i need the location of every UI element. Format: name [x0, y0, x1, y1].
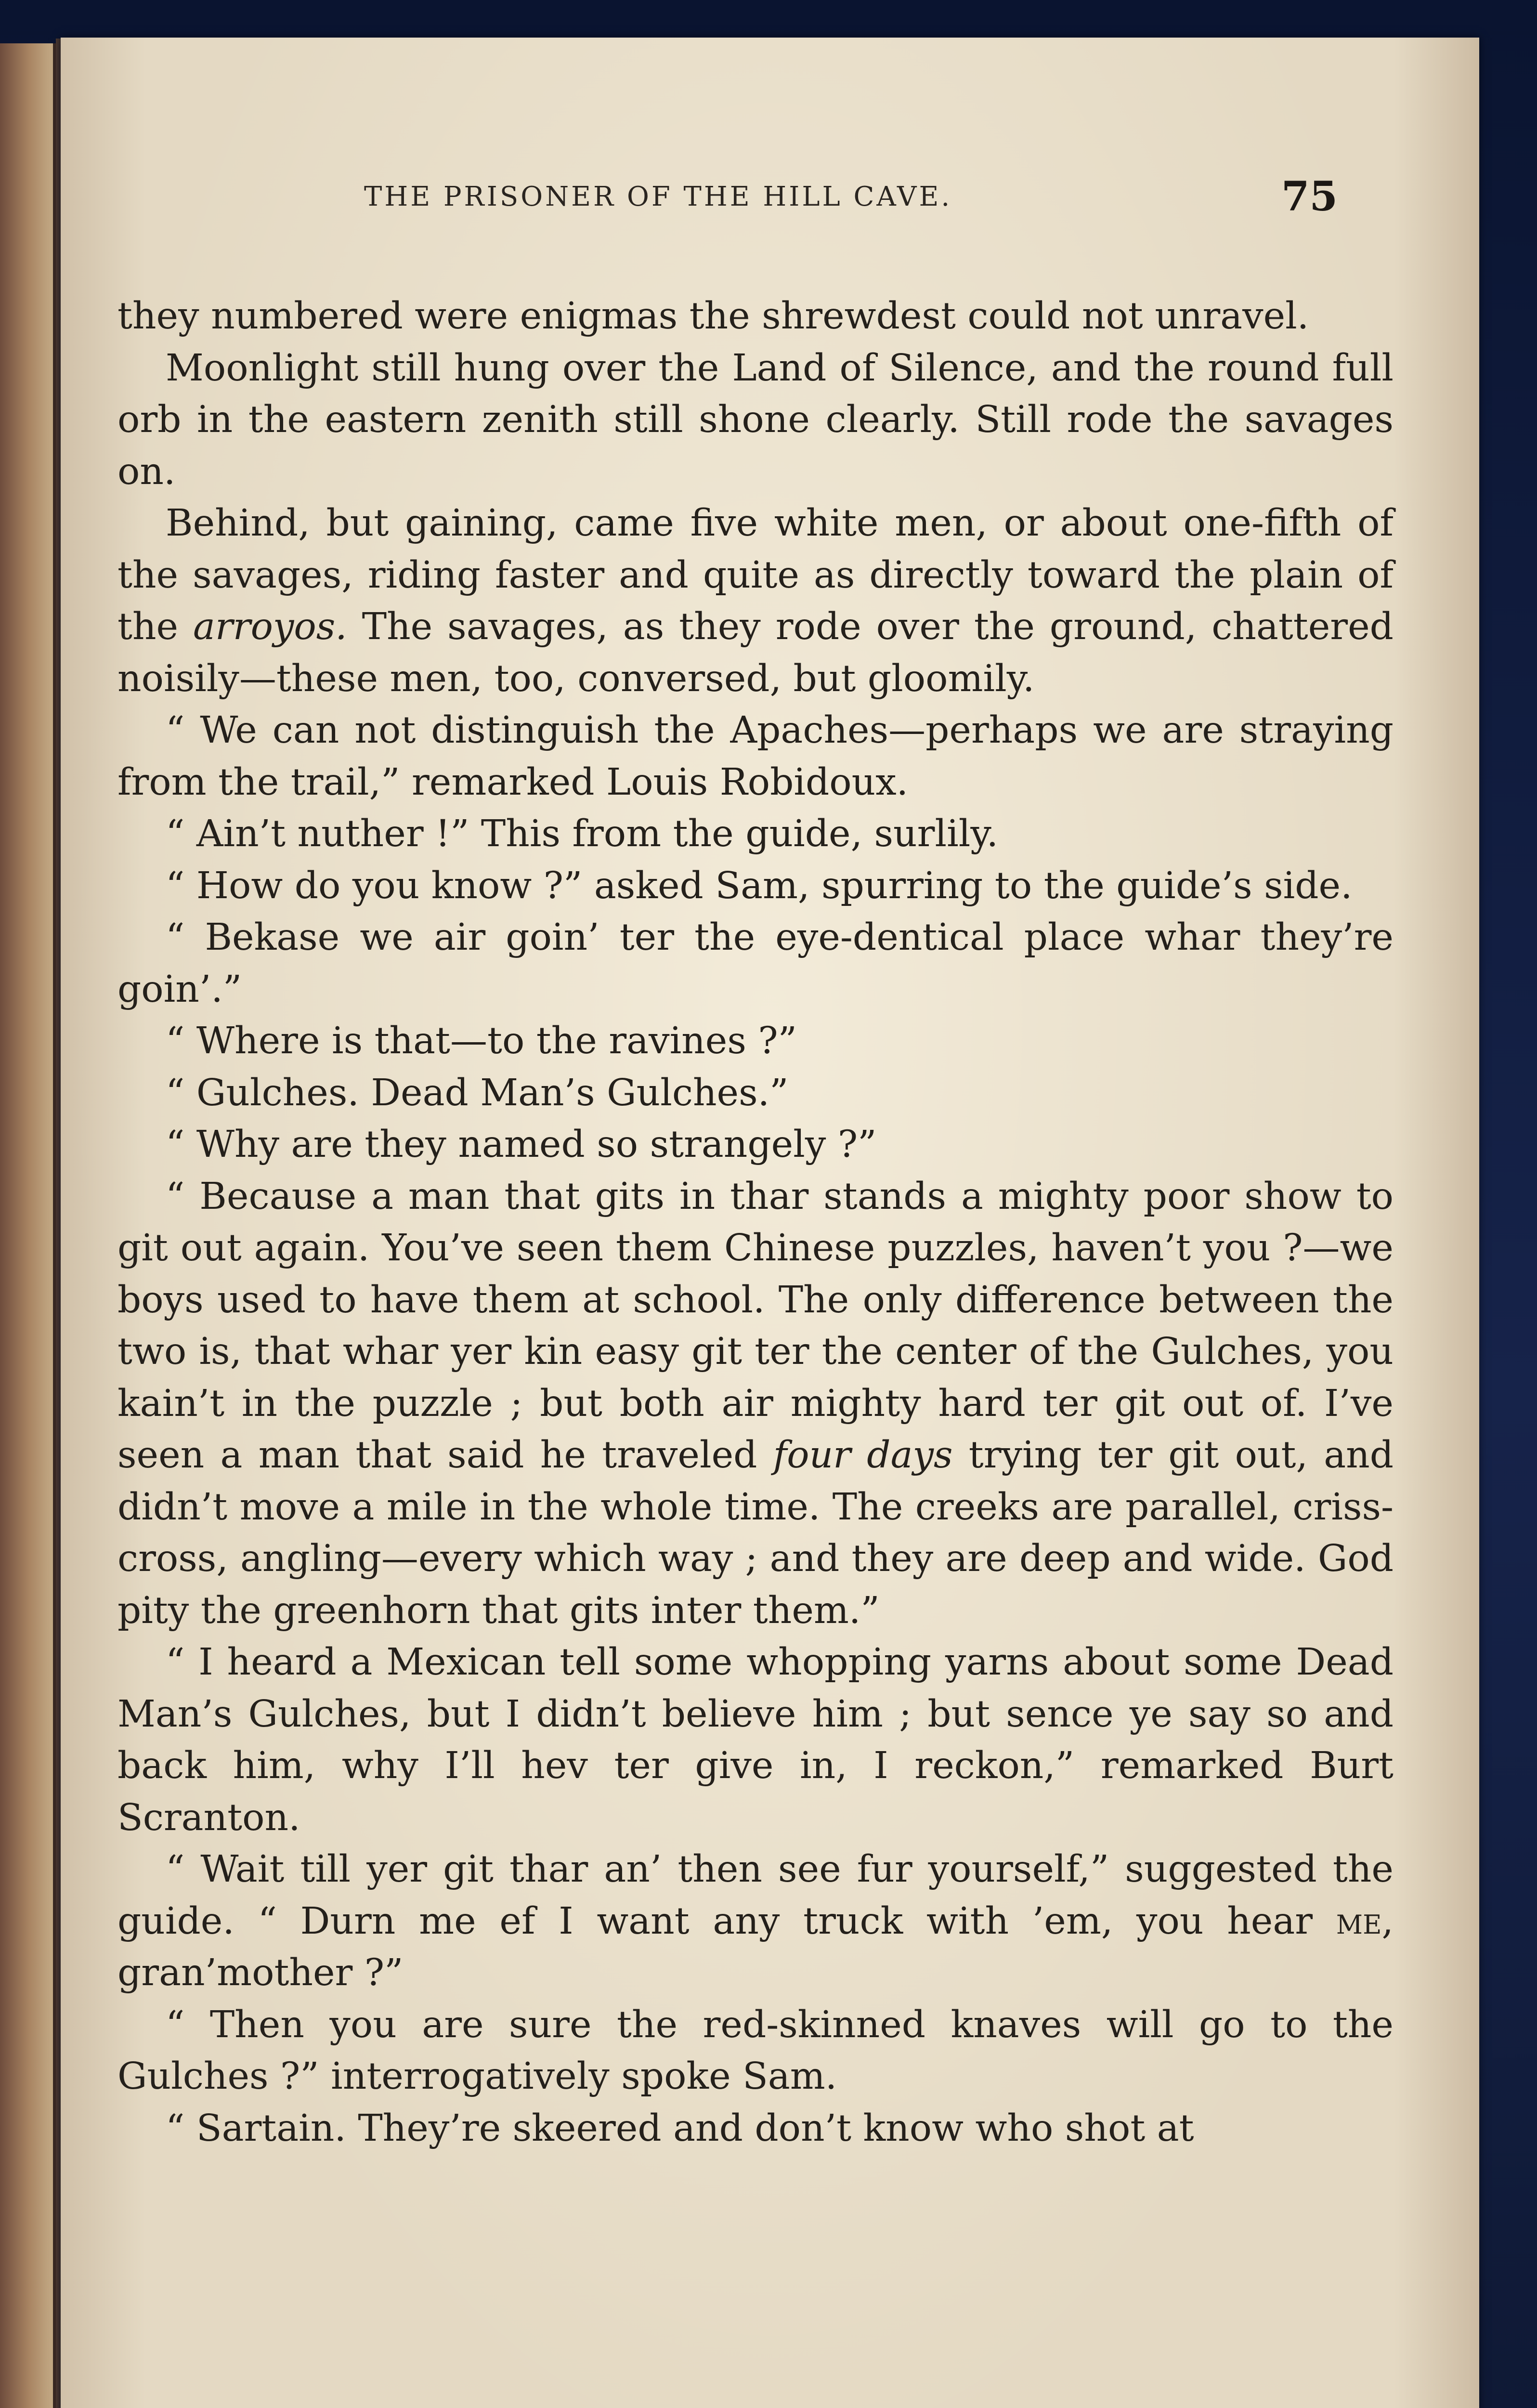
paragraph-text: “ Wait till yer git thar an’ then see fur yourself,” suggested the guide. “ Durn me ef I want any truck with ’em, you hear: [117, 1848, 1394, 1943]
paragraph-text: “ Because a man that gits in thar stands a mighty poor show to git out again. You’ve seen them Chinese puzzles, haven’t you ?—we boys used to have them at school. The only difference between the two is, that whar yer kin easy git ter the center of the Gulches, you kain’t in the puzzle ; but both air mighty hard ter git out of. I’ve seen a man that said he traveled: [117, 1175, 1394, 1477]
paragraph-text: “ Sartain. They’re skeered and don’t know who shot at: [166, 2107, 1194, 2150]
paragraph-text: “ Where is that—to the ravines ?”: [166, 1020, 797, 1062]
paragraph-text: Moonlight still hung over the Land of Silence, and the round full orb in the eastern zenith still shone clearly. Still rode the savages on.: [117, 346, 1394, 493]
paragraph-text: Behind, but gaining, came five white men, or about one-fifth of the savages, riding faster and quite as directly toward the plain of the: [117, 502, 1394, 648]
paragraph: [117, 1844, 1394, 1999]
running-title: THE PRISONER OF THE HILL CAVE.: [364, 181, 952, 212]
italic-text: arroyos.: [193, 605, 347, 648]
paragraph: [117, 2103, 1394, 2155]
paragraph: [117, 290, 1394, 342]
page-header: [61, 162, 1479, 220]
paragraph-text: “ Gulches. Dead Man’s Gulches.”: [166, 1071, 789, 1114]
page-number: 75: [1281, 172, 1338, 220]
body-text: [117, 290, 1394, 2154]
paragraph: [117, 1171, 1394, 1637]
paragraph-text: “ Ain’t nuther !” This from the guide, surlily.: [166, 812, 999, 855]
paragraph: [117, 1067, 1394, 1119]
paragraph-text: “ Why are they named so strangely ?”: [166, 1123, 877, 1166]
paragraph-text: , gran’mother ?”: [117, 1899, 1394, 1994]
paragraph-text: they numbered were enigmas the shrewdest could not unravel.: [117, 295, 1309, 338]
paragraph-text: “ Bekase we air goin’ ter the eye-dentical place whar they’re goin’.”: [117, 916, 1394, 1011]
italic-text: four days: [773, 1434, 953, 1477]
small-caps-text: me: [1336, 1899, 1382, 1943]
paragraph: [117, 497, 1394, 705]
paragraph: [117, 342, 1394, 498]
previous-page-edge: [0, 43, 56, 2408]
paragraph: [117, 808, 1394, 860]
paragraph: [117, 860, 1394, 912]
paragraph: [117, 1636, 1394, 1844]
book-page: [61, 38, 1479, 2408]
paragraph-text: “ I heard a Mexican tell some whopping yarns about some Dead Man’s Gulches, but I didn’t believe him ; but sence ye say so and back him, why I’ll hev ter give in, I reckon,” remarked Burt Scranton.: [117, 1641, 1394, 1839]
paragraph-text: “ Then you are sure the red-skinned knaves will go to the Gulches ?” interrogatively spoke Sam.: [117, 2003, 1394, 2098]
paragraph: [117, 705, 1394, 808]
paragraph-text: “ We can not distinguish the Apaches—perhaps we are straying from the trail,” remarked Louis Robidoux.: [117, 709, 1394, 804]
paragraph-text: The savages, as they rode over the ground, chattered noisily—these men, too, conversed, but gloomily.: [117, 605, 1394, 700]
paragraph-text: trying ter git out, and didn’t move a mile in the whole time. The creeks are parallel, criss-cross, angling—every which way ; and they are deep and wide. God pity the greenhorn that gits inter them.”: [117, 1434, 1394, 1632]
paragraph: [117, 1119, 1394, 1171]
paragraph: [117, 1015, 1394, 1067]
paragraph-text: “ How do you know ?” asked Sam, spurring to the guide’s side.: [166, 864, 1353, 907]
paragraph: [117, 1999, 1394, 2103]
paragraph: [117, 912, 1394, 1015]
